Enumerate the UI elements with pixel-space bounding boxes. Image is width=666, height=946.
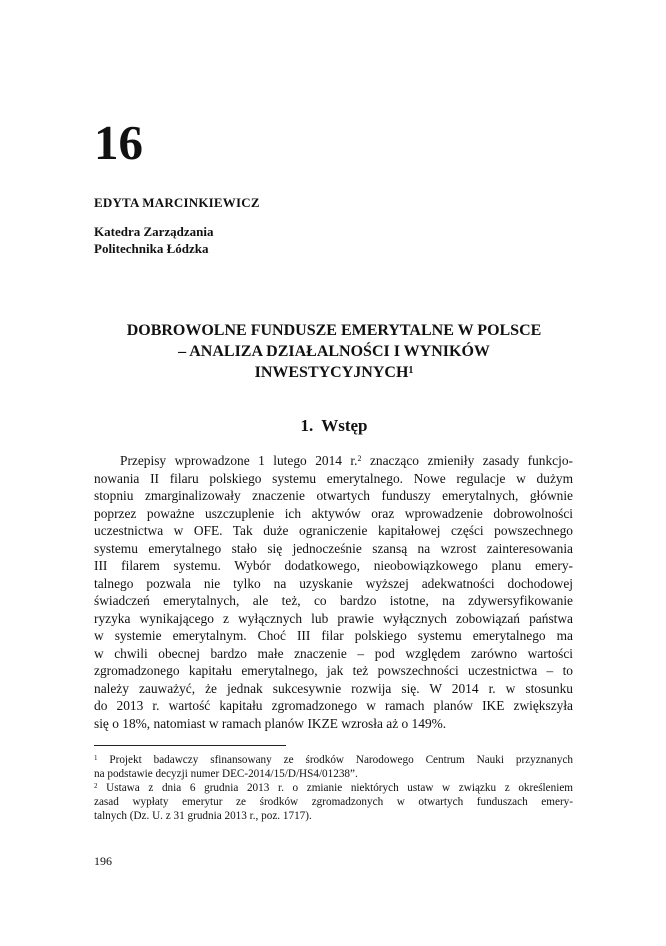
body-line: uczestnictwa w OFE. Tak duże ograniczenie kapitałowej części powszechnego [94, 523, 573, 538]
section-number: 1. [300, 416, 314, 435]
footnote-1 [94, 753, 573, 767]
author-affiliation [94, 223, 214, 257]
chapter-title [94, 320, 574, 383]
body-line: ryzyka wynikającego z wyłącznych lub prawie wyłącznych zobowiązań państwa [94, 610, 573, 626]
body-text-span: Przepisy wprowadzone 1 lutego 2014 r. [120, 453, 358, 468]
body-line: do 2013 r. wartość kapitału zgromadzonego w ramach planów IKE zwiększyła [94, 698, 573, 713]
title-line-3: INWESTYCYJNYCH [254, 364, 409, 381]
body-footnote-ref: 2 [357, 454, 362, 463]
footnote-separator [94, 745, 286, 746]
section-heading [94, 416, 574, 436]
body-line: zgromadzonego kapitału emerytalnego, jak też powszechności uczestnictwa – to [94, 663, 573, 678]
footnote-text: Ustawa z dnia 6 grudnia 2013 r. o zmianie niektórych ustaw w związku z określeniem [97, 782, 573, 794]
footnote-2 [94, 781, 573, 795]
title-line-1: DOBROWOLNE FUNDUSZE EMERYTALNE W POLSCE [126, 322, 542, 339]
footnote-1-marker: 1 [94, 754, 98, 762]
footnote-2-cont: talnych (Dz. U. z 31 grudnia 2013 r., poz. 1717). [94, 810, 312, 822]
body-line: poprzez poważne uszczuplenie ich aktywów oraz wprowadzenie dobrowolności [94, 505, 573, 521]
affiliation-university: Politechnika Łódzka [94, 241, 209, 256]
title-footnote-ref: 1 [408, 365, 414, 376]
body-line: III filarem systemu. Wybór dodatkowego, nieobowiązkowego planu emery- [94, 558, 573, 573]
body-line: talnego pozwala nie tylko na uzyskanie wyższej adekwatności dochodowej [94, 575, 573, 591]
body-line: nowania II filaru polskiego systemu emerytalnego. Nowe regulacje w dużym [94, 470, 573, 486]
body-line: stopniu zmarginalizowały znaczenie otwartych funduszy emerytalnych, głównie [94, 488, 573, 503]
body-paragraph [94, 452, 573, 732]
footnotes [94, 753, 573, 823]
body-line: w systemie emerytalnym. Choć III filar polskiego systemu emerytalnego ma [94, 628, 573, 643]
body-text-span: znacząco zmieniły zasady funkcjo- [361, 453, 574, 468]
body-line: się o 18%, natomiast w ramach planów IKZE wzrosła aż o 149%. [94, 715, 447, 731]
body-line: systemu emerytalnego stało się jednocześnie szansą na wzrost zainteresowania [94, 540, 573, 556]
footnote-2-cont: zasad wypłaty emerytur ze środków zgromadzonych w otwartych funduszach emery- [94, 796, 573, 808]
footnote-text: Projekt badawczy sfinansowany ze środków Narodowego Centrum Nauki przyznanych [97, 754, 573, 766]
body-line [94, 452, 573, 470]
chapter-number: 16 [94, 115, 143, 170]
body-line: świadczeń emerytalnych, ale też, co bardzo istotne, na zdywersyfikowanie [94, 593, 573, 608]
author-name: EDYTA MARCINKIEWICZ [94, 195, 260, 210]
body-line: należy zauważyć, że jednak sukcesywnie rozwija się. W 2014 r. w stosunku [94, 680, 573, 696]
footnote-1-cont: na podstawie decyzji numer DEC-2014/15/D/HS4/01238”. [94, 768, 358, 780]
footnote-2-marker: 2 [94, 782, 98, 790]
body-line: w chwili obecnej bardzo małe znaczenie – pod względem zarówno wartości [94, 645, 573, 661]
page-number: 196 [94, 854, 112, 868]
affiliation-department: Katedra Zarządzania [94, 224, 214, 239]
title-line-2: – ANALIZA DZIAŁALNOŚCI I WYNIKÓW [178, 343, 490, 360]
section-title: Wstęp [321, 416, 368, 435]
